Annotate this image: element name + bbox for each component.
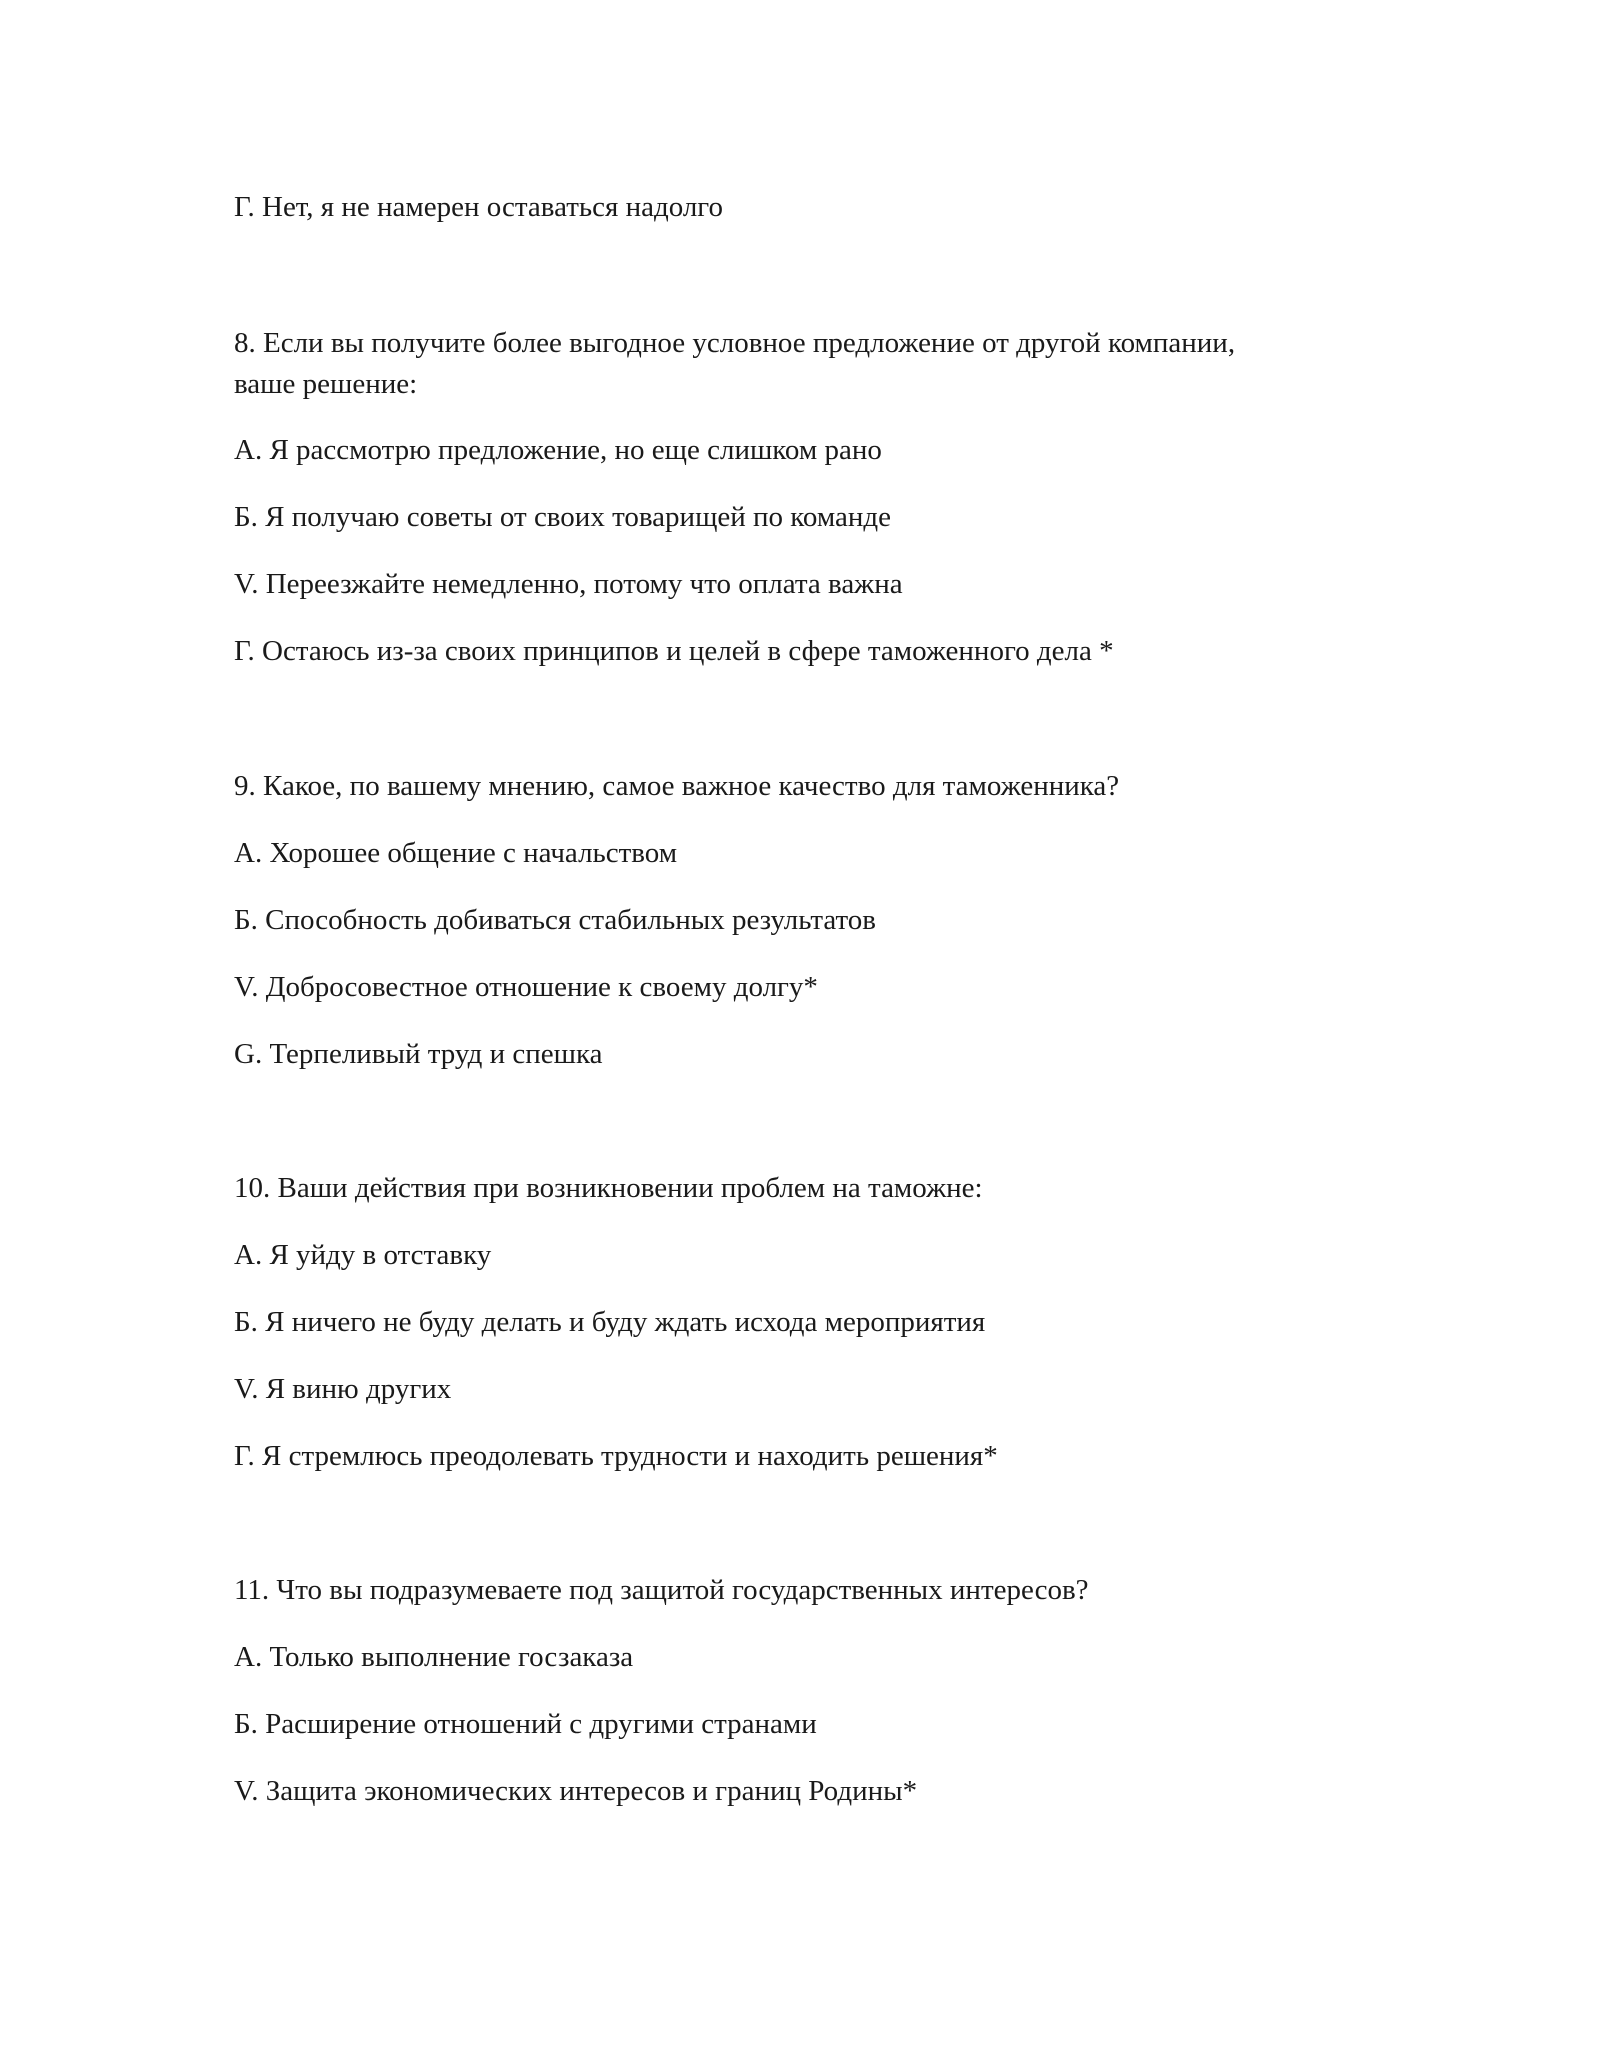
option-previous-g: Г. Нет, я не намерен оставаться надолго — [234, 191, 723, 223]
question-9: 9. Какое, по вашему мнению, самое важное качество для таможенника? — [234, 770, 1120, 802]
question-9-option-g: G. Терпеливый труд и спешка — [234, 1038, 603, 1070]
question-10-option-g: Г. Я стремлюсь преодолевать трудности и находить решения* — [234, 1440, 998, 1472]
question-10: 10. Ваши действия при возникновении проблем на таможне: — [234, 1172, 983, 1204]
question-8-option-v: V. Переезжайте немедленно, потому что оплата важна — [234, 568, 903, 600]
question-9-option-b: Б. Способность добиваться стабильных результатов — [234, 904, 876, 936]
question-8-option-g: Г. Остаюсь из-за своих принципов и целей в сфере таможенного дела * — [234, 635, 1114, 667]
question-8-line-1: 8. Если вы получите более выгодное условное предложение от другой компании, — [234, 327, 1236, 359]
question-10-option-b: Б. Я ничего не буду делать и буду ждать исхода мероприятия — [234, 1306, 986, 1338]
question-11-option-v: V. Защита экономических интересов и границ Родины* — [234, 1775, 918, 1807]
question-9-option-a: А. Хорошее общение с начальством — [234, 837, 678, 869]
question-11-option-a: А. Только выполнение госзаказа — [234, 1641, 634, 1673]
question-11: 11. Что вы подразумеваете под защитой государственных интересов? — [234, 1574, 1089, 1606]
question-8-line-2: ваше решение: — [234, 368, 418, 400]
question-10-option-v: V. Я виню других — [234, 1373, 452, 1405]
question-8-option-a: А. Я рассмотрю предложение, но еще слишком рано — [234, 434, 882, 466]
question-11-option-b: Б. Расширение отношений с другими странами — [234, 1708, 817, 1740]
question-9-option-v: V. Добросовестное отношение к своему долгу* — [234, 971, 818, 1003]
question-8-option-b: Б. Я получаю советы от своих товарищей по команде — [234, 501, 892, 533]
question-10-option-a: А. Я уйду в отставку — [234, 1239, 492, 1271]
